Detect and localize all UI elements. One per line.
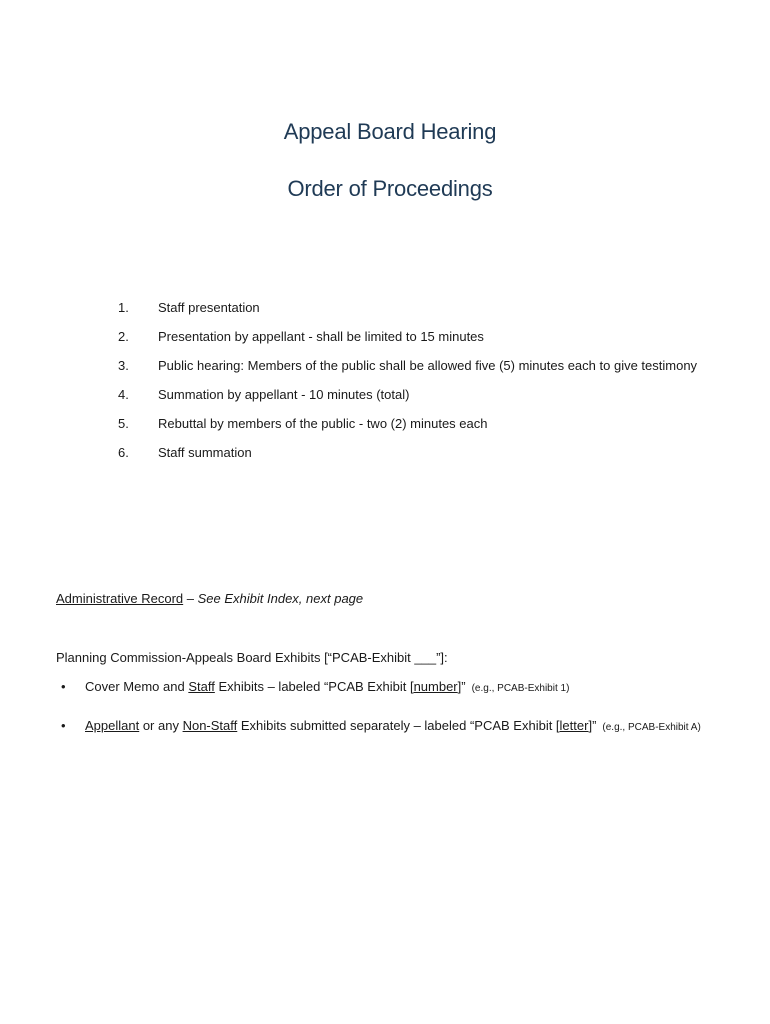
list-item-number: 5.	[118, 416, 129, 431]
bullet-icon: •	[61, 679, 66, 694]
bullet-text	[85, 718, 701, 733]
underlined-term: number	[413, 679, 458, 694]
list-item-number: 3.	[118, 358, 129, 373]
list-item	[0, 387, 770, 405]
example-note: (e.g., PCAB-Exhibit A)	[602, 722, 701, 733]
dash-separator: –	[183, 591, 198, 606]
bullet-text	[85, 679, 569, 694]
list-item	[0, 358, 770, 376]
underlined-term: Appellant	[85, 718, 140, 733]
list-item-text: Public hearing: Members of the public shall be allowed five (5) minutes each to give testimony	[158, 358, 698, 373]
list-item-number: 4.	[118, 387, 129, 402]
administrative-record-label: Administrative Record	[56, 591, 184, 606]
text-segment: Exhibits – labeled “PCAB Exhibit [	[214, 679, 414, 694]
list-item	[0, 329, 770, 347]
bullet-icon: •	[61, 718, 66, 733]
list-item-text: Staff presentation	[158, 300, 260, 315]
text-segment: ]”	[457, 679, 466, 694]
list-item-text: Presentation by appellant - shall be limited to 15 minutes	[158, 329, 484, 344]
list-item	[0, 416, 770, 434]
example-note: (e.g., PCAB-Exhibit 1)	[471, 683, 570, 694]
list-item-text: Staff summation	[158, 445, 252, 460]
list-item-text: Summation by appellant - 10 minutes (total)	[158, 387, 410, 402]
underlined-term: Non-Staff	[182, 718, 238, 733]
list-item-number: 2.	[118, 329, 129, 344]
text-segment: Exhibits submitted separately – labeled “PCAB Exhibit [	[237, 718, 560, 733]
list-item-number: 1.	[118, 300, 129, 315]
list-item	[0, 300, 770, 318]
underlined-term: letter	[559, 718, 589, 733]
page-title: Appeal Board Hearing	[283, 119, 497, 144]
text-segment: or any	[139, 718, 183, 733]
list-item-text: Rebuttal by members of the public - two (2) minutes each	[158, 416, 488, 431]
list-item-number: 6.	[118, 445, 129, 460]
text-segment: ]”	[588, 718, 597, 733]
exhibits-intro: Planning Commission-Appeals Board Exhibits [“PCAB-Exhibit ___”]:	[56, 650, 448, 665]
administrative-record-line	[56, 591, 363, 606]
underlined-term: Staff	[188, 679, 215, 694]
administrative-record-note: See Exhibit Index, next page	[197, 591, 364, 606]
text-segment: Cover Memo and	[85, 679, 189, 694]
page-subtitle: Order of Proceedings	[287, 176, 493, 201]
list-item	[0, 445, 770, 463]
